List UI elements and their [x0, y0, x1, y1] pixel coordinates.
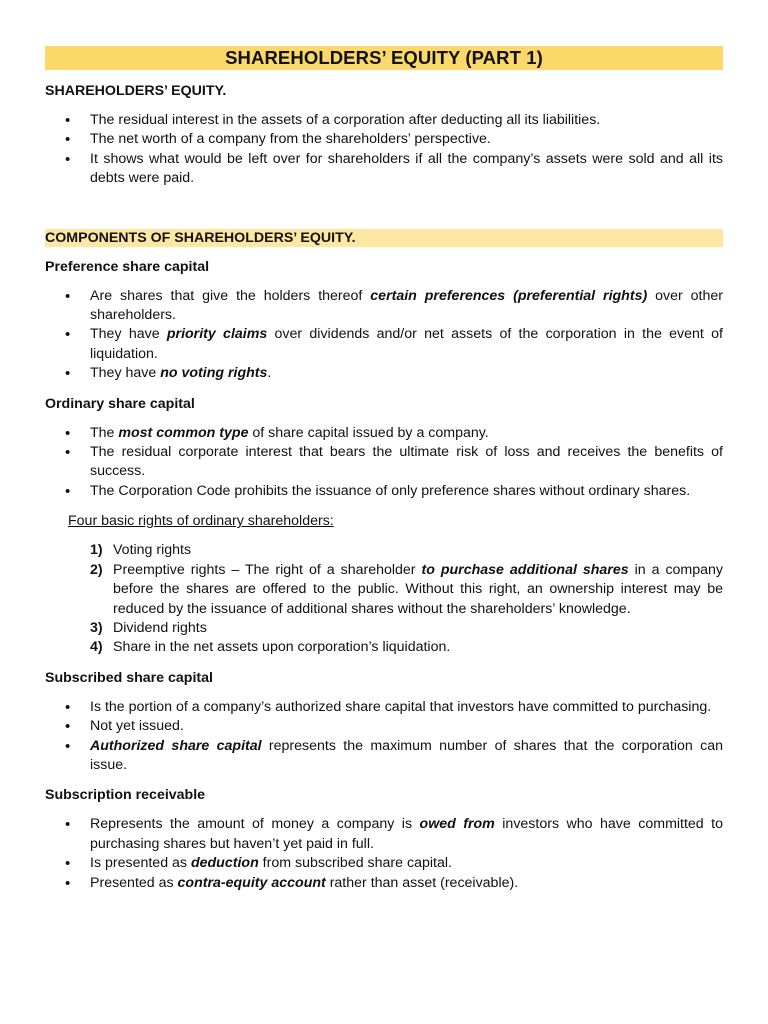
- list-item: • The most common type of share capital issued by a company.: [45, 424, 723, 443]
- list-item: • They have no voting rights.: [45, 364, 723, 383]
- subheading-ordinary-share-capital: Ordinary share capital: [45, 395, 195, 412]
- item-number: 1): [90, 542, 103, 559]
- ordinary-list: [45, 424, 723, 502]
- numbered-item: 3) Dividend rights: [45, 619, 723, 638]
- list-item: • Authorized share capital represents the maximum number of shares that the corporation can issue.: [45, 737, 723, 776]
- list-item: • Are shares that give the holders thereof certain preferences (preferential rights) over other shareholders.: [45, 287, 723, 326]
- preference-list: [45, 287, 723, 384]
- numbered-item: 4) Share in the net assets upon corporation’s liquidation.: [45, 638, 723, 657]
- list-item: • The net worth of a company from the shareholders’ perspective.: [45, 130, 723, 149]
- receivable-list: [45, 815, 723, 893]
- subheading-subscribed-share-capital: Subscribed share capital: [45, 669, 213, 686]
- subscribed-list: [45, 698, 723, 776]
- section-heading-components: COMPONENTS OF SHAREHOLDERS’ EQUITY.: [45, 229, 723, 247]
- rights-list: [45, 541, 723, 657]
- list-item: • The residual interest in the assets of a corporation after deducting all its liabilities.: [45, 111, 723, 130]
- list-item: • Not yet issued.: [45, 717, 723, 736]
- item-number: 2): [90, 561, 103, 578]
- item-number: 3): [90, 619, 103, 636]
- document-page: [45, 46, 723, 893]
- document-title: SHAREHOLDERS’ EQUITY (PART 1): [45, 46, 723, 70]
- numbered-item: 1) Voting rights: [45, 541, 723, 560]
- list-item: • The Corporation Code prohibits the issuance of only preference shares without ordinary shares.: [45, 482, 723, 501]
- list-item: • Is the portion of a company’s authorized share capital that investors have committed to purchasing.: [45, 698, 723, 717]
- definition-list: [45, 111, 723, 189]
- list-item: • The residual corporate interest that bears the ultimate risk of loss and receives the benefits of success.: [45, 443, 723, 482]
- list-item: • It shows what would be left over for shareholders if all the company’s assets were sold and all its debts were paid.: [45, 150, 723, 189]
- subheading-preference-share-capital: Preference share capital: [45, 258, 210, 275]
- subheading-subscription-receivable: Subscription receivable: [45, 787, 206, 804]
- rights-heading: Four basic rights of ordinary shareholders:: [68, 513, 334, 530]
- item-number: 4): [90, 639, 103, 656]
- numbered-item: 2) Preemptive rights – The right of a shareholder to purchase additional shares in a company before the shares are offered to the public. Without this right, an ownership interest may be reduced by the issuance of additional shares without the shareholders’ knowledge.: [90, 561, 724, 617]
- section-heading-shareholders-equity: SHAREHOLDERS’ EQUITY.: [45, 83, 227, 99]
- list-item: • They have priority claims over dividends and/or net assets of the corporation in the event of liquidation.: [45, 325, 723, 364]
- list-item: • Represents the amount of money a company is owed from investors who have committed to purchasing shares but haven’t yet paid in full.: [45, 815, 723, 854]
- list-item: • Presented as contra-equity account rather than asset (receivable).: [45, 874, 723, 893]
- list-item: • Is presented as deduction from subscribed share capital.: [45, 854, 723, 873]
